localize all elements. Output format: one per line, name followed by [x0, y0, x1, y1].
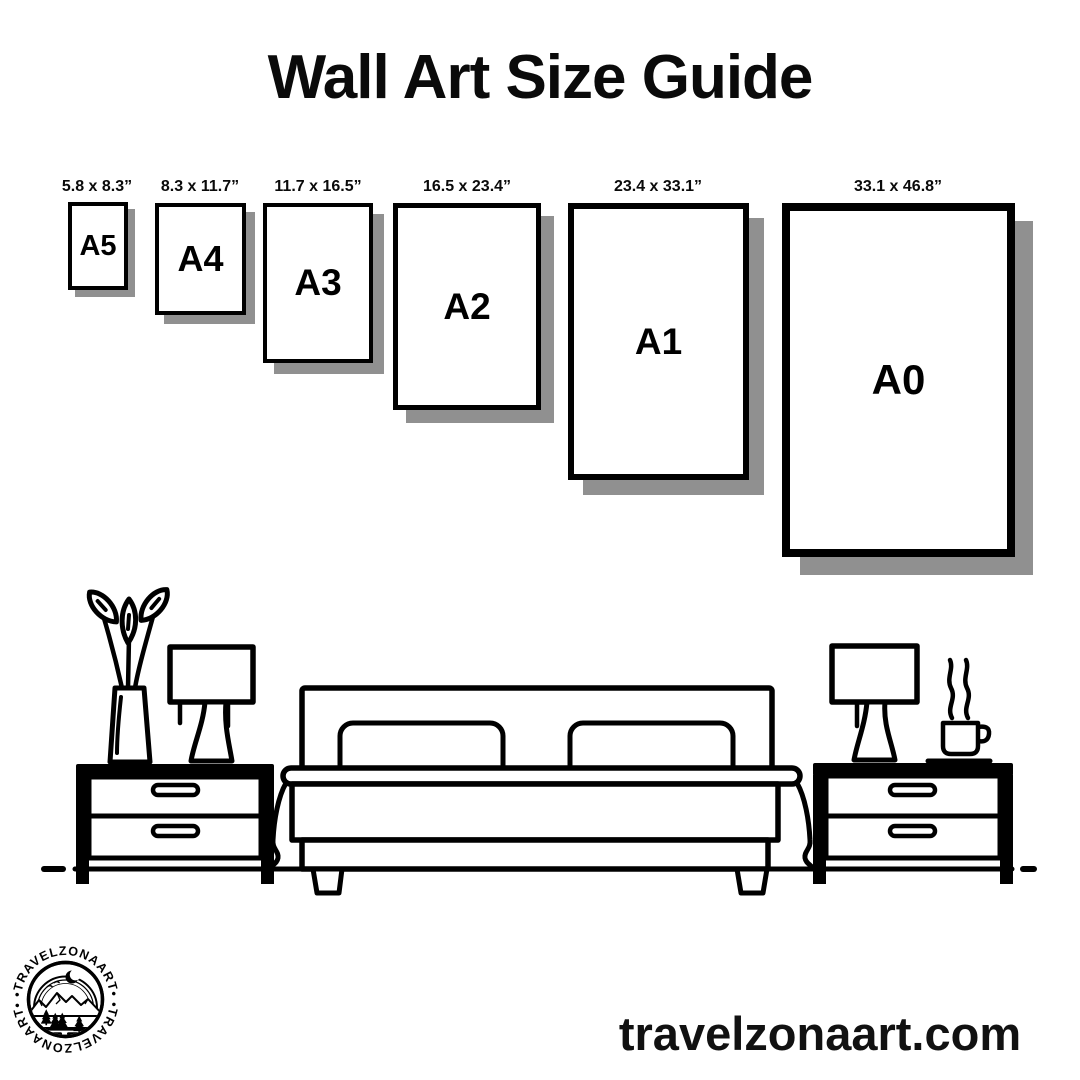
plant-vase-icon [83, 585, 173, 762]
dimension-label-a1: 23.4 x 33.1” [613, 178, 703, 195]
page-title: Wall Art Size Guide [267, 43, 813, 112]
dimension-label-a0: 33.1 x 46.8” [853, 178, 943, 195]
dimension-label-a2: 16.5 x 23.4” [422, 178, 512, 195]
logo-arc-text-bottom: •TRAVELZONAART• [10, 1001, 121, 1056]
dimension-label-a5: 5.8 x 8.3” [61, 178, 133, 195]
size-name-a0: A0 [871, 356, 926, 403]
size-box-a2 [393, 203, 541, 410]
bedroom-illustration [40, 585, 1040, 910]
website-url: travelzonaart.com [618, 1007, 1022, 1060]
size-box-a3 [263, 203, 373, 363]
size-name-a1: A1 [634, 320, 683, 362]
bed-icon [270, 688, 813, 893]
table-lamp-icon [170, 647, 253, 761]
size-name-a5: A5 [79, 229, 117, 262]
dimension-label-a4: 8.3 x 11.7” [160, 178, 240, 195]
logo-badge-icon [8, 942, 123, 1057]
nightstand-icon [76, 764, 274, 884]
steam-icon [949, 660, 969, 718]
size-box-a4 [155, 203, 246, 315]
logo-arc-text-top: •TRAVELZONAART• [10, 943, 121, 998]
nightstand-icon [813, 763, 1013, 884]
dimension-label-a3: 11.7 x 16.5” [274, 178, 362, 195]
table-lamp-icon [832, 646, 917, 760]
size-box-a5 [68, 202, 128, 290]
size-box-a0 [782, 203, 1015, 557]
size-name-a3: A3 [294, 262, 342, 303]
size-name-a2: A2 [443, 285, 491, 327]
size-name-a4: A4 [177, 238, 224, 279]
size-box-a1 [568, 203, 749, 480]
coffee-cup-icon [928, 660, 990, 761]
